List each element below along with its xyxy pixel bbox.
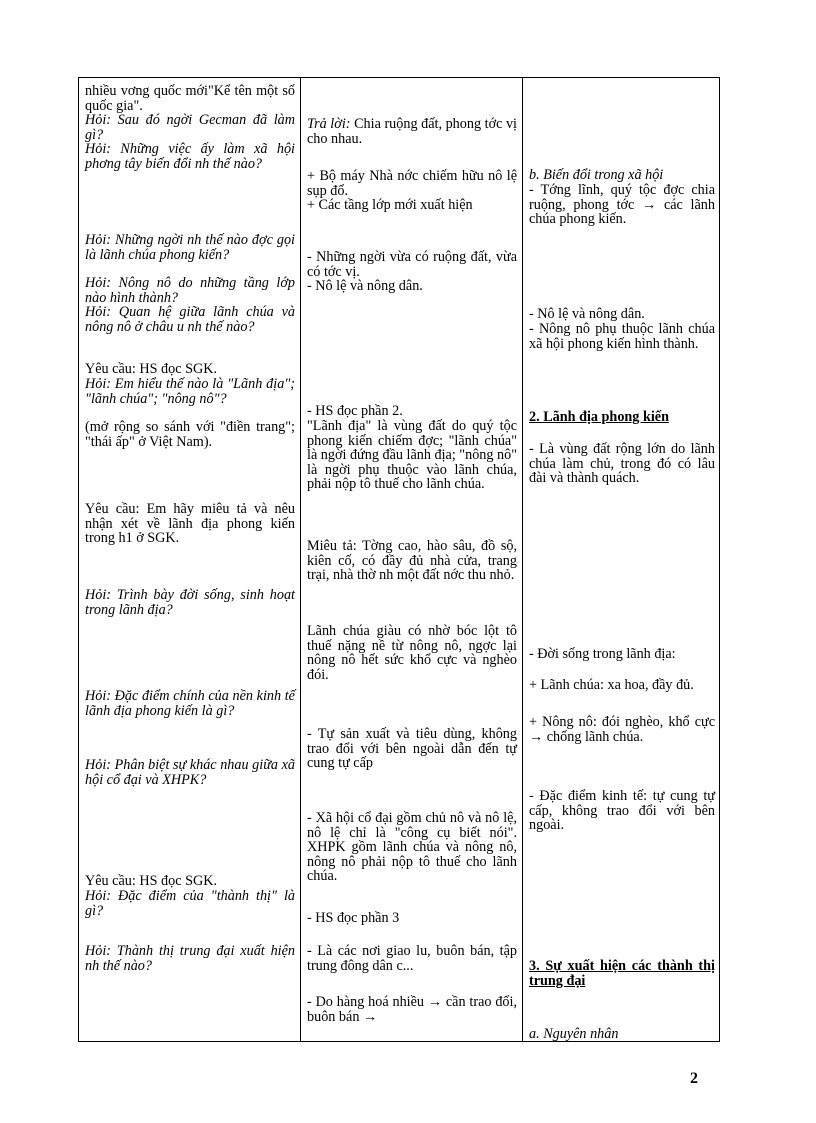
content: + Nông nô: đói nghèo, khổ cực → chống lãnh chúa. [529, 714, 715, 745]
answer: - Do hàng hoá nhiều → cần trao đổi, buôn bán → [307, 994, 517, 1025]
answer: - Là các nơi giao lu, buôn bán, tập trung đông dân c... [307, 943, 517, 974]
section-subheading: a. Nguyên nhân [529, 1026, 619, 1041]
section-heading: 2. Lãnh địa phong kiến [529, 409, 669, 425]
answer: + Các tầng lớp mới xuất hiện [307, 197, 473, 213]
section-subheading: b. Biến đổi trong xã hội [529, 167, 664, 183]
question: Hỏi: Đặc điểm của "thành thị" là gì? [85, 888, 295, 919]
answer: - HS đọc phần 2. [307, 403, 403, 419]
question: Hỏi: Phân biệt sự khác nhau giữa xã hội cổ đại và XHPK? [85, 757, 295, 788]
content: - Đời sống trong lãnh địa: [529, 646, 676, 662]
content: + Lãnh chúa: xa hoa, đầy đủ. [529, 677, 694, 693]
text-block: nhiều vơng quốc mới"Kể tên một số quốc gia". [85, 83, 295, 114]
teacher-student-activity-column [79, 78, 301, 1041]
answer: Trả lời: Chia ruộng đất, phong tớc vị cho nhau. [307, 116, 517, 147]
answer: - HS đọc phần 3 [307, 910, 400, 926]
section-heading: 3. Sự xuất hiện các thành thị trung đại [529, 958, 715, 989]
question: Hỏi: Những việc ấy làm xã hội phơng tây biến đổi nh thế nào? [85, 141, 295, 172]
request: Yêu cầu: HS đọc SGK. [85, 873, 218, 889]
page-number: 2 [690, 1070, 698, 1087]
note: (mở rộng so sánh với "điền trang"; "thái ấp" ở Việt Nam). [85, 419, 295, 450]
question: Hỏi: Quan hệ giữa lãnh chúa và nông nô ở châu u nh thế nào? [85, 304, 295, 335]
answer: Miêu tả: Tờng cao, hào sâu, đồ sộ, kiên cố, có đầy đủ nhà cửa, trang trại, nhà thờ nh một đất nớc thu nhỏ. [307, 538, 517, 583]
content: - Nô lệ và nông dân. [529, 306, 645, 322]
request: Yêu cầu: HS đọc SGK. [85, 361, 218, 377]
answer: - Nô lệ và nông dân. [307, 278, 423, 294]
answer: + Bộ máy Nhà nớc chiếm hữu nô lệ sụp đổ. [307, 168, 517, 199]
question: Hỏi: Đặc điểm chính của nền kinh tế lãnh địa phong kiến là gì? [85, 688, 295, 719]
content: - Tớng lĩnh, quý tộc đợc chia ruộng, phong tớc → các lãnh chúa phong kiến. [529, 182, 715, 227]
question: Hỏi: Sau đó ngời Gecman đã làm gì? [85, 112, 295, 143]
request: Yêu cầu: Em hãy miêu tả và nêu nhận xét về lãnh địa phong kiến trong h1 ở SGK. [85, 501, 295, 546]
key-content-column [523, 78, 720, 1041]
student-answer-column [301, 78, 523, 1041]
answer: - Tự sản xuất và tiêu dùng, không trao đổi với bên ngoài dẫn đến tự cung tự cấp [307, 726, 517, 771]
content: - Nông nô phụ thuộc lãnh chúa xã hội phong kiến hình thành. [529, 321, 715, 352]
answer: - Những ngời vừa có ruộng đất, vừa có tớc vị. [307, 249, 517, 280]
content: - Đặc điểm kinh tế: tự cung tự cấp, không trao đổi với bên ngoài. [529, 788, 715, 833]
question: Hỏi: Những ngời nh thế nào đợc gọi là lãnh chúa phong kiến? [85, 232, 295, 263]
answer: - Xã hội cổ đại gồm chủ nô và nô lệ, nô lệ chỉ là "công cụ biết nói". XHPK gồm lãnh chúa và nông nô, nông nô phải nộp tô thuế cho lãnh chúa. [307, 810, 517, 884]
question: Hỏi: Trình bày đời sống, sinh hoạt trong lãnh địa? [85, 587, 295, 618]
question: Hỏi: Nông nô do những tầng lớp nào hình thành? [85, 275, 295, 306]
question: Hỏi: Em hiểu thế nào là "Lãnh địa"; "lãnh chúa"; "nông nô"? [85, 376, 295, 407]
answer: Lãnh chúa giàu có nhờ bóc lột tô thuế nặng nề từ nông nô, ngợc lại nông nô hết sức khổ cực và nghèo đói. [307, 623, 517, 683]
content: - Là vùng đất rộng lớn do lãnh chúa làm chủ, trong đó có lâu đài và thành quách. [529, 441, 715, 486]
answer: "Lãnh địa" là vùng đất do quý tộc phong kiến chiếm đợc; "lãnh chúa" là ngời đứng đầu lãnh địa; "nông nô" là ngời phụ thuộc vào lãnh chúa, phải nộp tô thuế cho lãnh chúa. [307, 418, 517, 492]
lesson-table [78, 77, 720, 1042]
question: Hỏi: Thành thị trung đại xuất hiện nh thế nào? [85, 943, 295, 974]
